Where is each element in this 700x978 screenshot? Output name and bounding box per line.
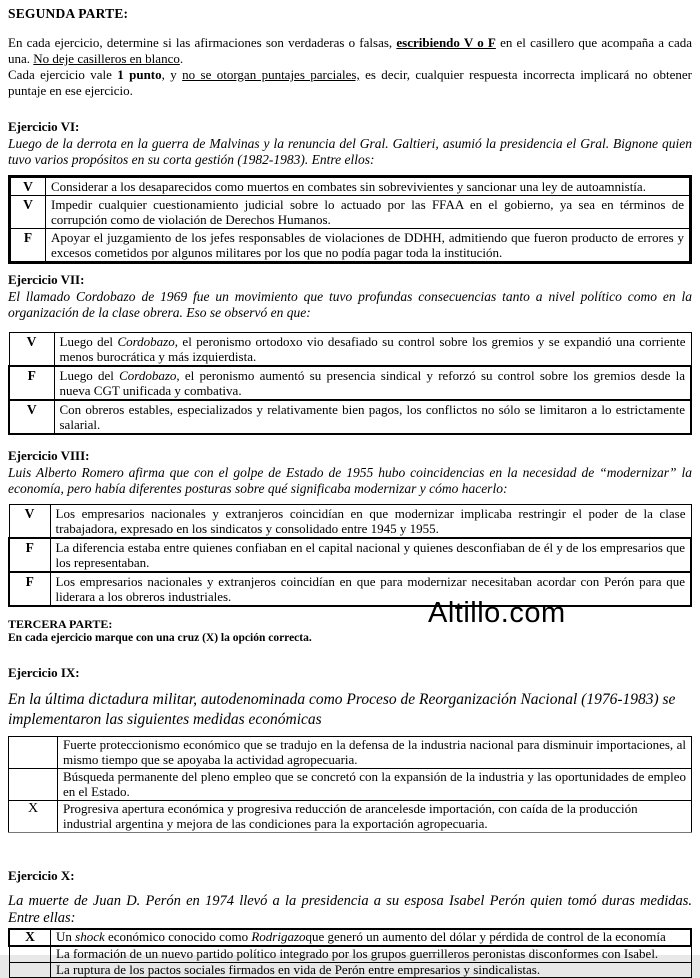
statement-cell: La ruptura de los pactos sociales firmados en vida de Perón entre empresarios y sindicalistas. [51, 962, 692, 978]
answer-cell: F [9, 366, 54, 400]
statement-term-italic: Cordobazo [119, 368, 177, 383]
table-row [9, 769, 692, 801]
answer-cell: V [10, 177, 46, 196]
statement-text: Luego del [59, 334, 118, 349]
answer-cell [9, 737, 58, 769]
table-row [9, 538, 691, 572]
exercise-ix-label: Ejercicio IX: [8, 665, 80, 680]
table-row [9, 400, 691, 434]
instructions-text: En cada ejercicio, determine si las afirmaciones son verdaderas o falsas, [8, 35, 397, 50]
answer-cell: F [9, 538, 50, 572]
answer-cell: F [10, 229, 46, 263]
exercise-vii-label: Ejercicio VII: [8, 272, 85, 287]
scoring-text: es decir, cualquier respuesta incorrecta implicará no obtener puntaje en ese ejercicio. [8, 67, 693, 98]
exercise-vi-label: Ejercicio VI: [8, 119, 80, 134]
statement-text: económico conocido como [104, 929, 252, 944]
statement-cell: Fuerte proteccionismo económico que se tradujo en la defensa de la industria nacional para disminuir importaciones, al mismo tiempo que se apoyaba la actividad agropecuaria. [58, 737, 692, 769]
scoring-text: Cada ejercicio vale [8, 67, 118, 82]
answer-cell [9, 946, 51, 962]
exercise-x-table [8, 928, 692, 978]
table-row [10, 196, 691, 229]
statement-text: , el peronismo aumentó su presencia sindical y reforzó su control sobre los gremios desde la nueva CGT unificada y combativa. [59, 368, 686, 398]
answer-cell-marked: X [9, 929, 51, 946]
statement-term-italic: Rodrigazo [251, 929, 306, 944]
statement-cell [54, 333, 691, 367]
exercise-viii-label: Ejercicio VIII: [8, 448, 90, 463]
statement-cell: La formación de un nuevo partido político integrado por los grupos guerrilleros peronistas disconformes con Isabel. [51, 946, 692, 962]
answer-cell: F [9, 572, 50, 606]
altillo-watermark: Altillo.com [428, 597, 566, 629]
instructions-paragraph [8, 35, 692, 99]
scoring-text: , y [161, 67, 183, 82]
statement-cell: Búsqueda permanente del pleno empleo que se concretó con la expansión de la industria y las oportunidades de empleo en el Estado. [58, 769, 692, 801]
answer-cell: V [9, 400, 54, 434]
statement-cell: La diferencia estaba entre quienes confiaban en el capital nacional y quienes desconfiaban de él y de los empresarios que los representaban. [50, 538, 691, 572]
answer-cell-marked: X [9, 801, 58, 833]
exercise-vii-intro: El llamado Cordobazo de 1969 fue un movimiento que tuvo profundas consecuencias tanto a nivel político como en la organización de la clase obrera. Eso se observó en que: [8, 289, 692, 320]
answer-cell [9, 962, 51, 978]
statement-cell: Impedir cualquier cuestionamiento judicial sobre lo actuado por las FFAA en el gobierno, ya sea en términos de corrupción como de violación de Derechos Humanos. [46, 196, 691, 229]
answer-cell: V [9, 333, 54, 367]
answer-cell: V [9, 505, 50, 539]
instructions-text: en el casillero que acompaña a cada una. [8, 35, 692, 66]
statement-text: Un [56, 929, 76, 944]
exercise-ix-table [8, 736, 692, 833]
part-three-header [8, 617, 692, 645]
table-row [9, 366, 691, 400]
statement-cell: Con obreros estables, especializados y relativamente bien pagos, los conflictos no sólo se limitaron a lo estrictamente salarial. [54, 400, 691, 434]
statement-cell [54, 366, 691, 400]
exercise-ix-intro: En la última dictadura militar, autodenominada como Proceso de Reorganización Nacional (1976-1983) se implementaron las siguientes medidas económicas [8, 691, 676, 728]
exercise-vi-intro: Luego de la derrota en la guerra de Malvinas y la renuncia del Gral. Galtieri, asumió la presidencia el Gral. Bignone quien tuvo varios propósitos en su corta gestión (1982-1983). Entre ellos: [8, 136, 692, 167]
exercise-vii-table [8, 332, 692, 435]
instructions-text: . [179, 51, 184, 66]
table-row [9, 572, 691, 606]
statement-term-italic: Cordobazo [117, 334, 175, 349]
exercise-viii-table [8, 504, 692, 607]
table-row [10, 229, 691, 263]
statement-text: Luego del [59, 368, 120, 383]
statement-text: que generó un aumento del dólar y pérdida de control de la economía [305, 929, 666, 944]
table-row [10, 177, 691, 196]
exercise-x-label: Ejercicio X: [8, 868, 75, 883]
scoring-one-point: 1 punto [117, 67, 162, 82]
instructions-emphasis-write-v-f: escribiendo V o F [396, 35, 496, 50]
table-row [9, 929, 691, 946]
statement-text: , el peronismo ortodoxo vio desafiado su control sobre los gremios y se expandió una corriente menos burocrática y más izquierdista. [59, 334, 686, 364]
part-two-title: SEGUNDA PARTE: [8, 6, 129, 21]
exercise-vi-table [8, 175, 692, 264]
answer-cell [9, 769, 58, 801]
answer-cell: V [10, 196, 46, 229]
table-row [9, 946, 691, 962]
statement-cell [51, 929, 692, 946]
part-three-title: TERCERA PARTE: [8, 617, 113, 631]
statement-cell: Los empresarios nacionales y extranjeros coincidían en que modernizar implicaba restringir el poder de la clase trabajadora, expresado en los sindicatos y consolidado entre 1945 y 1955. [50, 505, 691, 539]
statement-term-italic: shock [75, 929, 105, 944]
scoring-no-partial: no se otorgan puntajes parciales, [182, 67, 360, 82]
table-row [9, 333, 691, 367]
exercise-viii-intro: Luis Alberto Romero afirma que con el golpe de Estado de 1955 hubo coincidencias en la necesidad de “modernizar” la economía, pero había diferentes posturas sobre qué significaba modernizar y cómo hacerlo: [8, 465, 692, 496]
statement-cell: Apoyar el juzgamiento de los jefes responsables de violaciones de DDHH, admitiendo que fueron producto de errores y excesos cometidos por algunos militares por los que no podía pagar toda la institución. [46, 229, 691, 263]
statement-cell: Los empresarios nacionales y extranjeros coincidían en que para modernizar necesitaban acordar con Perón para que liderara a los obreros industriales. [50, 572, 691, 606]
statement-cell: Considerar a los desaparecidos como muertos en combates sin sobrevivientes y sancionar una ley de autoamnistía. [46, 177, 691, 196]
part-three-instruction: En cada ejercicio marque con una cruz (X) la opción correcta. [8, 632, 312, 644]
table-row [9, 737, 692, 769]
statement-cell: Progresiva apertura económica y progresiva reducción de arancelesde importación, con caída de la producción industrial argentina y mejora de las condiciones para la exportación agropecuaria. [58, 801, 692, 833]
table-row [9, 505, 691, 539]
exercise-x-intro: La muerte de Juan D. Perón en 1974 llevó a la presidencia a su esposa Isabel Perón quien tomó duras medidas. Entre ellas: [8, 893, 692, 926]
table-row [9, 801, 692, 833]
instructions-no-blank: No deje casilleros en blanco [33, 51, 180, 66]
table-row [9, 962, 691, 978]
